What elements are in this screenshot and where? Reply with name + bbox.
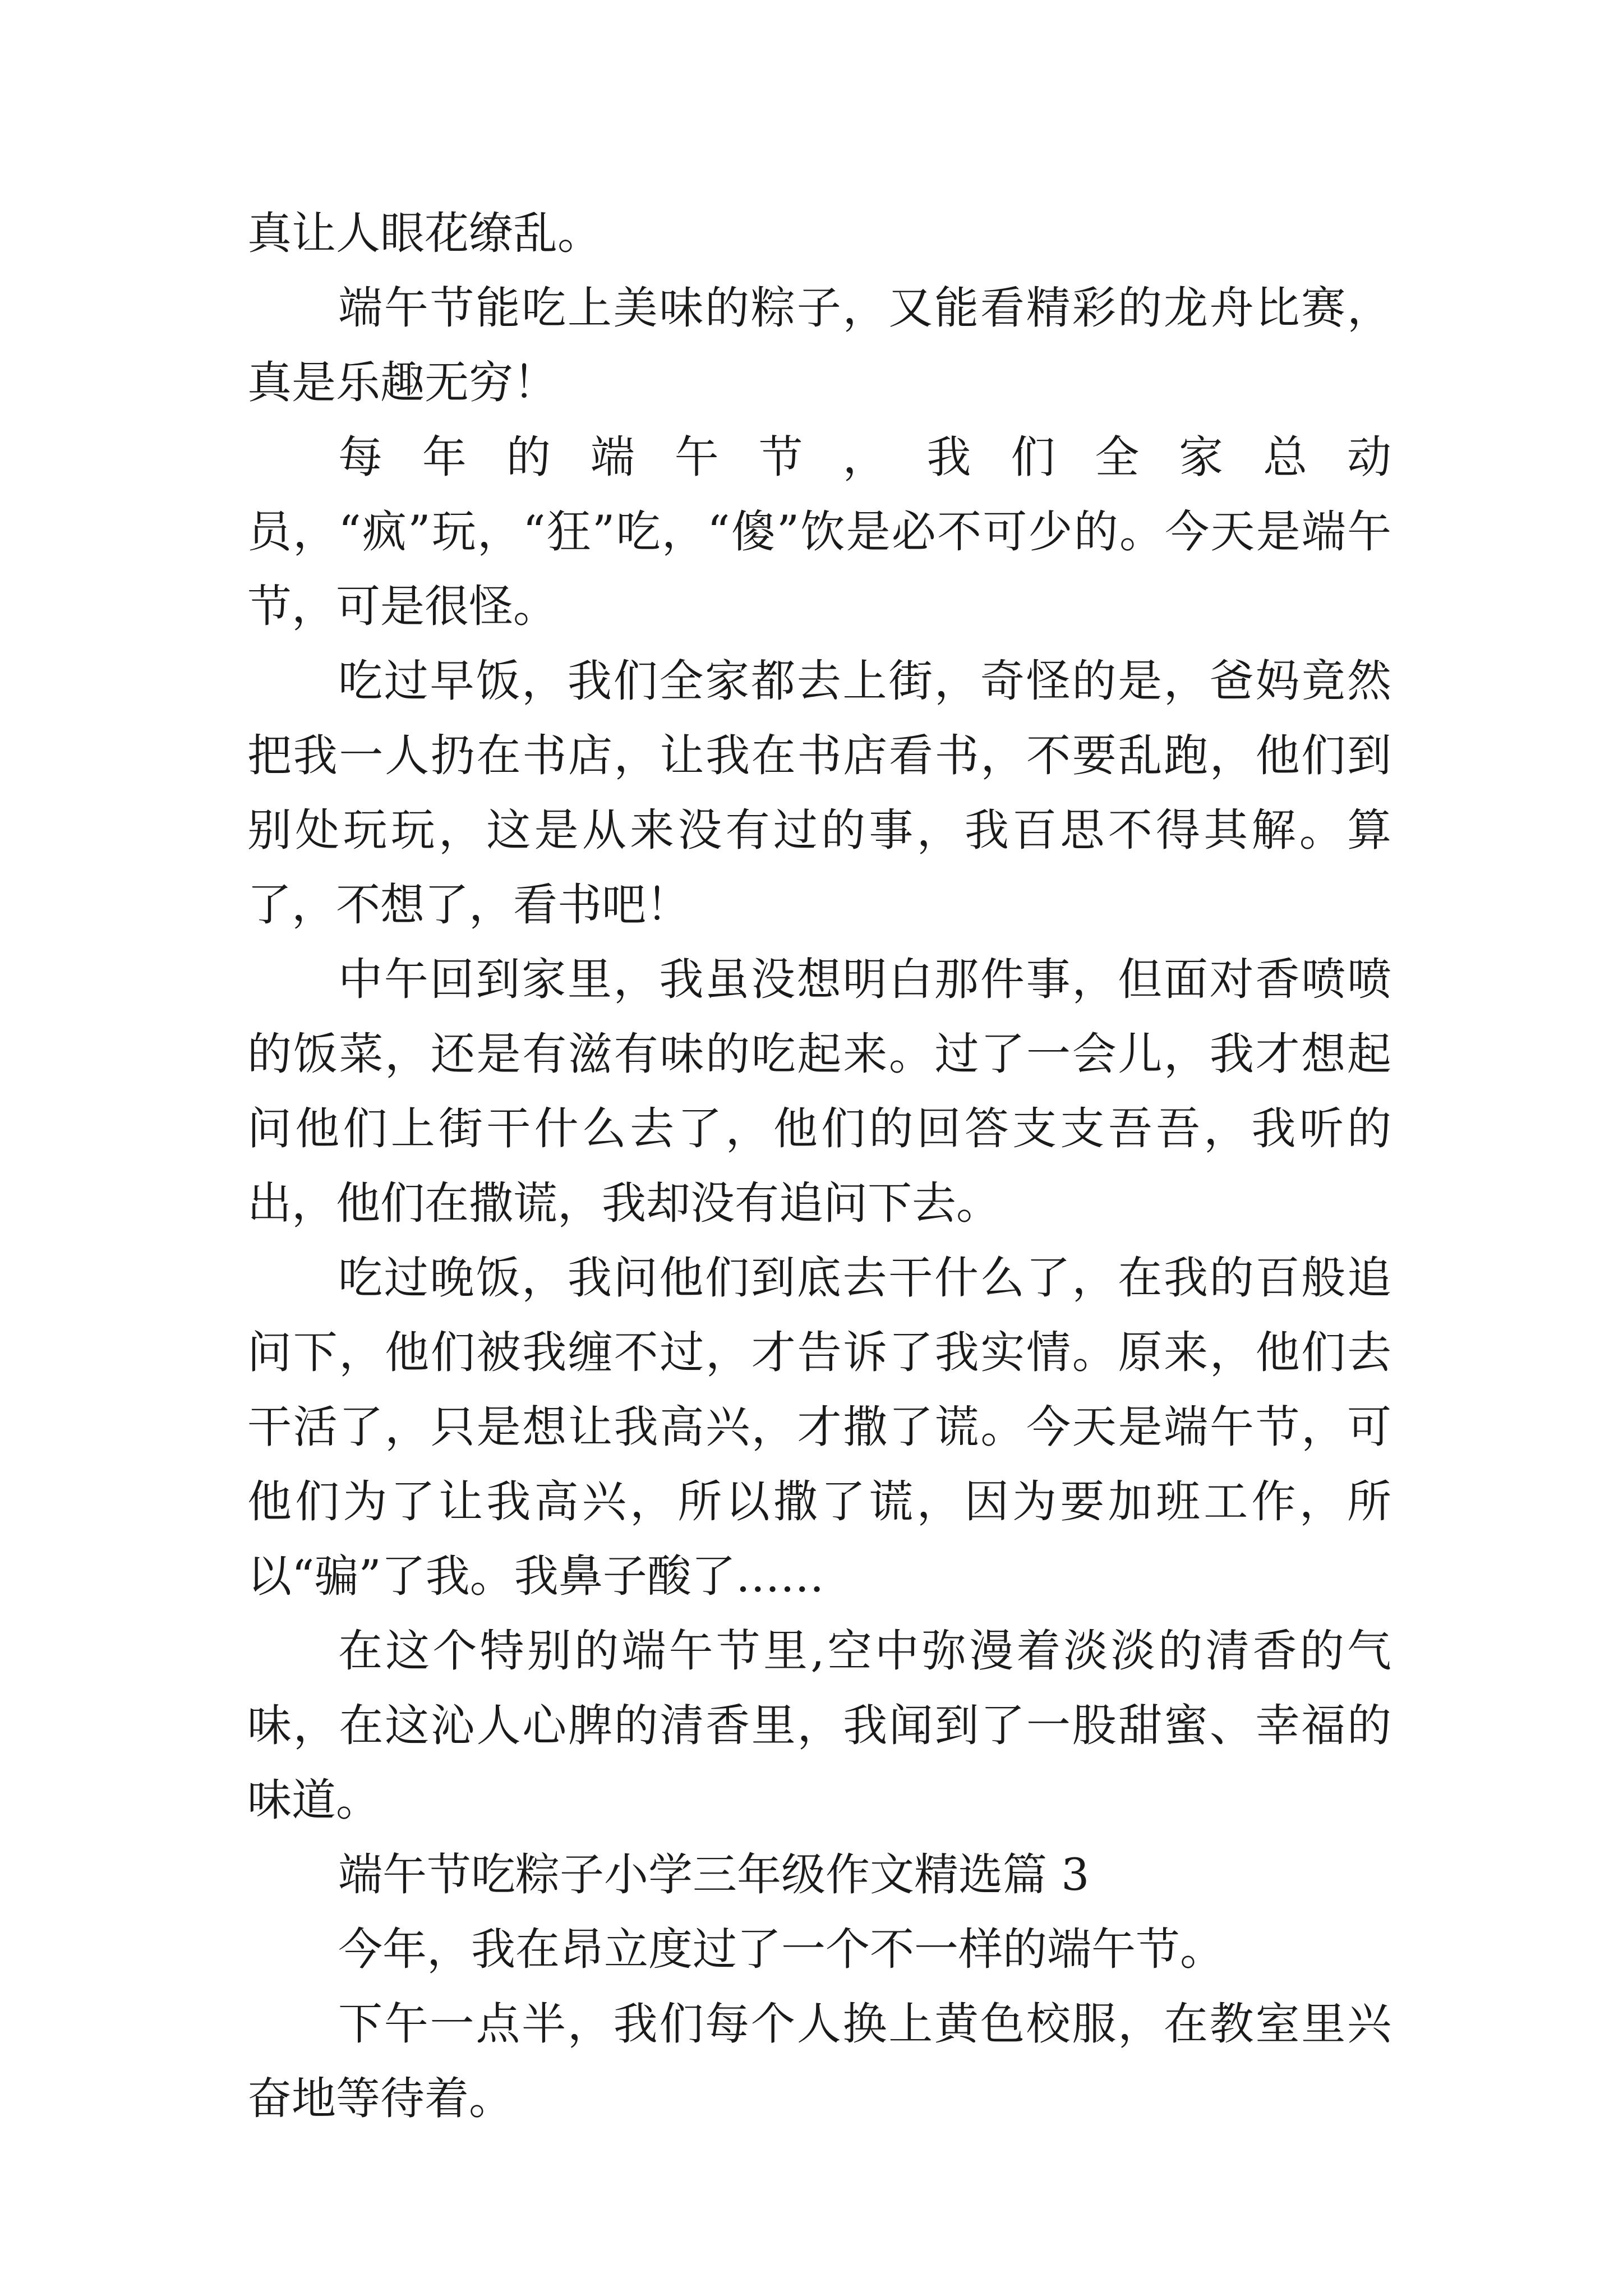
paragraph: 吃过早饭，我们全家都去上街，奇怪的是，爸妈竟然把我一人扔在书店，让我在书店看书，不要乱跑，他们到别处玩玩，这是从来没有过的事，我百思不得其解。算了，不想了，看书吧！ — [247, 655, 1391, 931]
paragraph: 吃过晚饭，我问他们到底去干什么了，在我的百般追问下，他们被我缠不过，才告诉了我实情。原来，他们去干活了，只是想让我高兴，才撒了谎。今天是端午节，可他们为了让我高兴，所以撒了谎，因为要加班工作，所以“骗”了我。我鼻子酸了…… — [247, 1252, 1391, 1602]
section-heading: 端午节吃粽子小学三年级作文精选篇 3 — [338, 1849, 1090, 1901]
paragraph-continued: 真让人眼花缭乱。 — [247, 208, 602, 259]
paragraph: 下午一点半，我们每个人换上黄色校服，在教室里兴奋地等待着。 — [247, 1998, 1391, 2124]
document-body — [247, 196, 1391, 2136]
paragraph: 今年，我在昂立度过了一个不一样的端午节。 — [338, 1924, 1224, 1975]
paragraph: 端午节能吃上美味的粽子，又能看精彩的龙舟比赛，真是乐趣无穷！ — [247, 282, 1391, 408]
paragraph: 每年的端午节，我们全家总动员，“疯”玩，“狂”吃，“傻”饮是必不可少的。今天是端午节，可是很怪。 — [247, 431, 1391, 632]
paragraph: 在这个特别的端午节里,空中弥漫着淡淡的清香的气味，在这沁人心脾的清香里，我闻到了一股甜蜜、幸福的味道。 — [247, 1625, 1391, 1826]
paragraph: 中午回到家里，我虽没想明白那件事，但面对香喷喷的饭菜，还是有滋有味的吃起来。过了一会儿，我才想起问他们上街干什么去了，他们的回答支支吾吾，我听的出，他们在撒谎，我却没有追问下去。 — [247, 954, 1391, 1229]
